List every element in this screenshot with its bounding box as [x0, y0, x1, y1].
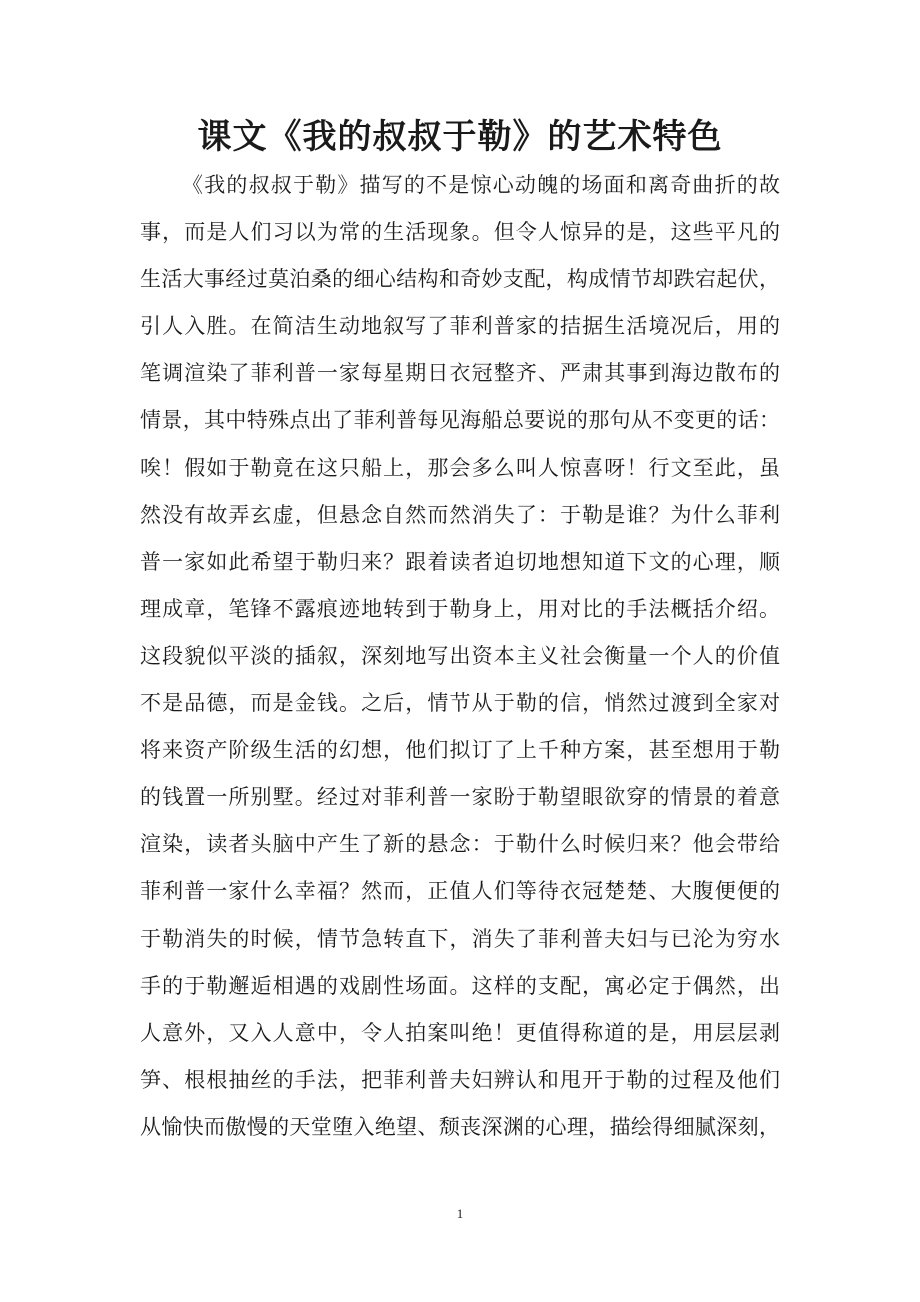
document-title: 课文《我的叔叔于勒》的艺术特色 [197, 117, 723, 157]
text-line: 的钱置一所别墅。经过对菲利普一家盼于勒望眼欲穿的情景的着意 [140, 785, 780, 810]
text-line: 普一家如此希望于勒归来？跟着读者迫切地想知道下文的心理，顺 [140, 549, 780, 574]
text-line: 于勒消失的时候，情节急转直下，消失了菲利普夫妇与已沦为穷水 [140, 926, 780, 951]
text-line: 理成章，笔锋不露痕迹地转到于勒身上，用对比的手法概括介绍。 [140, 596, 780, 621]
text-line: 渲染，读者头脑中产生了新的悬念：于勒什么时候归来？他会带给 [140, 832, 780, 857]
page-number: 1 [456, 1206, 464, 1221]
text-line: 这段貌似平淡的插叙，深刻地写出资本主义社会衡量一个人的价值 [140, 643, 780, 668]
text-line: 将来资产阶级生活的幻想，他们拟订了上千种方案，甚至想用于勒 [140, 738, 780, 763]
text-line: 菲利普一家什么幸福？然而，正值人们等待衣冠楚楚、大腹便便的 [140, 879, 780, 904]
text-line: 事，而是人们习以为常的生活现象。但令人惊异的是，这些平凡的 [140, 220, 780, 245]
text-line: 唉！假如于勒竟在这只船上，那会多么叫人惊喜呀！行文至此，虽 [140, 455, 780, 480]
body-paragraph [140, 162, 780, 1151]
text-line: 从愉快而傲慢的天堂堕入绝望、颓丧深渊的心理，描绘得细腻深刻， [140, 1114, 780, 1139]
text-line: 笋、根根抽丝的手法，把菲利普夫妇辨认和甩开于勒的过程及他们 [140, 1067, 780, 1092]
text-line: 然没有故弄玄虚，但悬念自然而然消失了：于勒是谁？为什么菲利 [140, 502, 780, 527]
text-line: 人意外，又入人意中，令人拍案叫绝！更值得称道的是，用层层剥 [140, 1020, 780, 1045]
text-line: 引人入胜。在简洁生动地叙写了菲利普家的拮据生活境况后，用的 [140, 314, 780, 339]
text-line: 不是品德，而是金钱。之后，情节从于勒的信，悄然过渡到全家对 [140, 691, 780, 716]
text-line: 笔调渲染了菲利普一家每星期日衣冠整齐、严肃其事到海边散布的 [140, 361, 780, 386]
text-line: 情景，其中特殊点出了菲利普每见海船总要说的那句从不变更的话： [140, 408, 780, 433]
text-line: 《我的叔叔于勒》描写的不是惊心动魄的场面和离奇曲折的故 [182, 173, 780, 197]
text-line: 手的于勒邂逅相遇的戏剧性场面。这样的支配，寓必定于偶然，出 [140, 973, 780, 998]
text-line: 生活大事经过莫泊桑的细心结构和奇妙支配，构成情节却跌宕起伏， [140, 267, 780, 292]
